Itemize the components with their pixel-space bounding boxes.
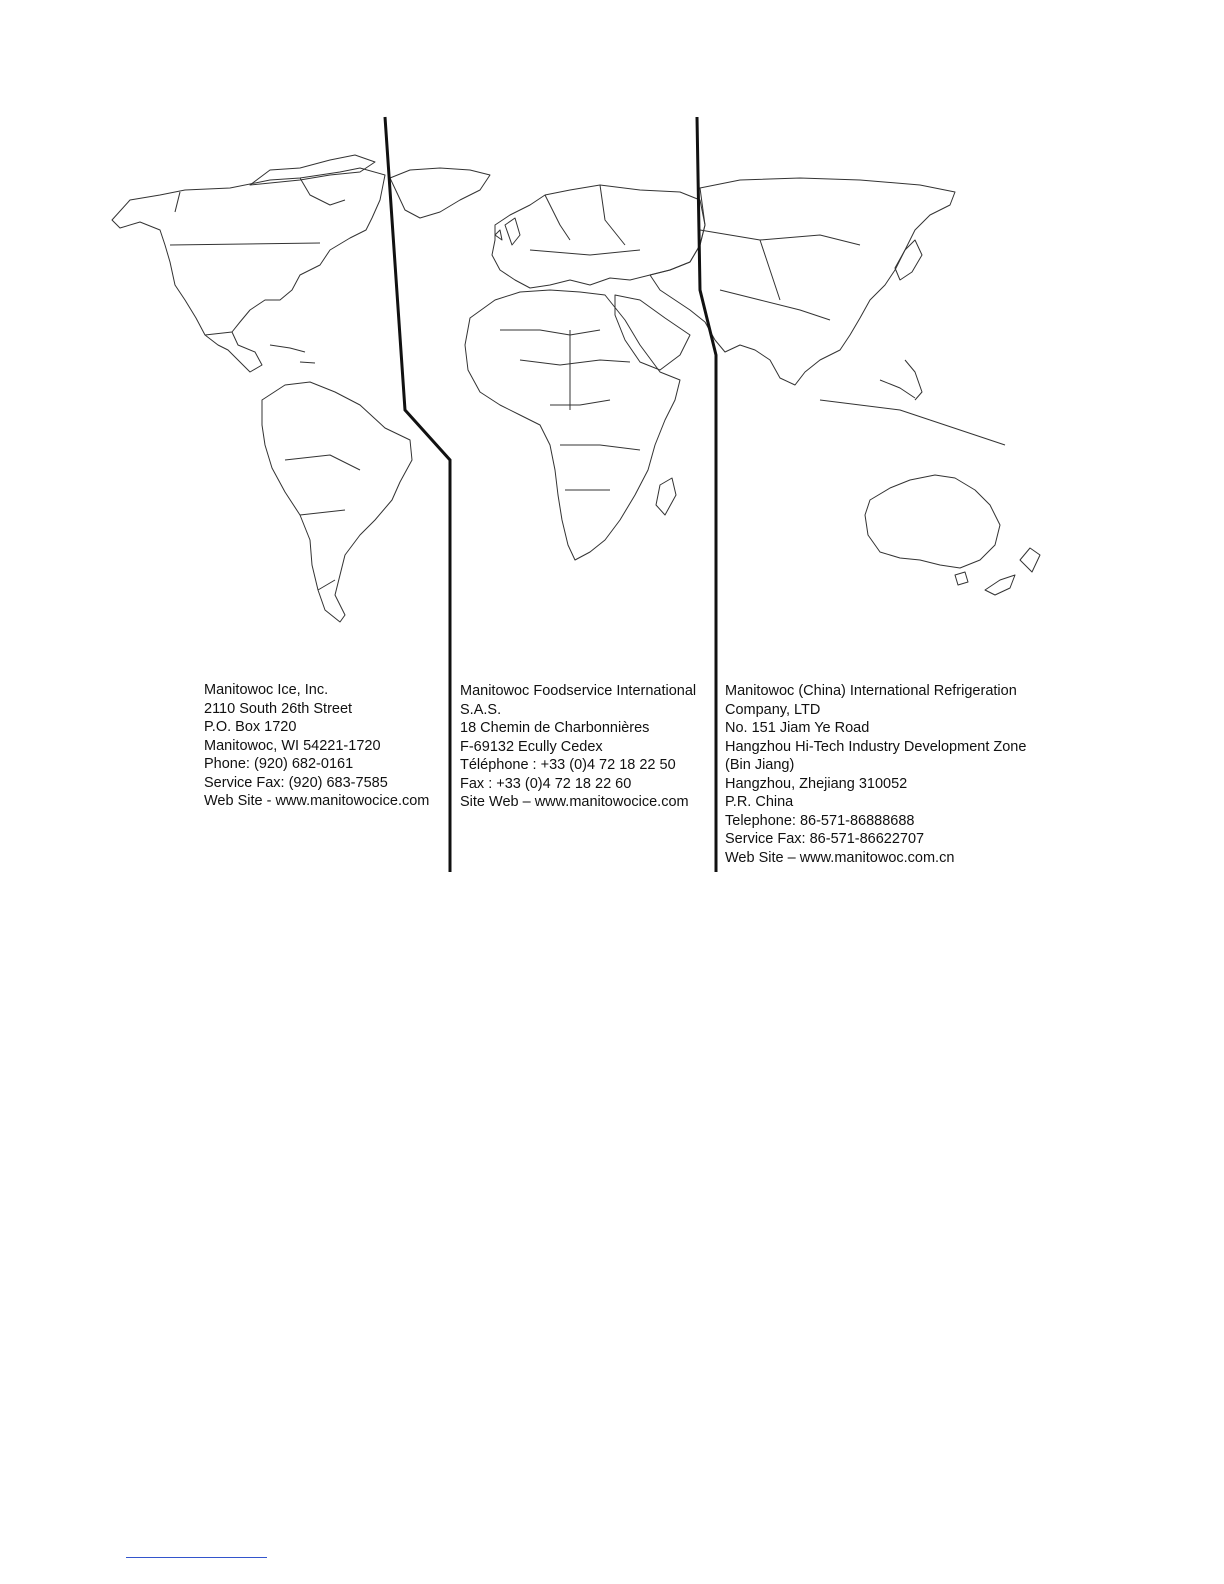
city-state-zip: Manitowoc, WI 54221-1720: [204, 737, 381, 754]
street-address: No. 151 Jiam Ye Road: [725, 720, 870, 736]
company-name: Manitowoc Ice, Inc.: [204, 682, 329, 698]
web-site: Site Web – www.manitowocice.com: [460, 794, 689, 810]
company-suffix: Company, LTD: [725, 701, 821, 718]
fax: Fax : +33 (0)4 72 18 22 60: [460, 775, 632, 792]
street-address: 2110 South 26th Street: [204, 700, 353, 717]
europe-outline: [492, 185, 705, 288]
company-suffix: S.A.S.: [460, 701, 502, 718]
phone: Phone: (920) 682-0161: [204, 756, 354, 772]
city-postcode: Hangzhou, Zhejiang 310052: [725, 775, 908, 792]
arabia-outline: [615, 295, 690, 370]
phone: Telephone: 86-571-86888688: [725, 812, 915, 829]
divider-europe-asia: [697, 117, 716, 872]
footer-rule: [126, 1557, 267, 1558]
web-site: Web Site - www.manitowocice.com: [204, 793, 430, 809]
po-box: P.O. Box 1720: [204, 719, 297, 735]
australia-outline: [865, 475, 1000, 568]
asia-outline: [650, 178, 955, 385]
company-name: Manitowoc (China) International Refrigeration: [725, 683, 1017, 699]
north-america-outline: [112, 168, 385, 372]
africa-outline: [465, 290, 680, 560]
web-site: Web Site – www.manitowoc.com.cn: [725, 849, 955, 866]
service-fax: Service Fax: 86-571-86622707: [725, 831, 925, 847]
country: P.R. China: [725, 794, 794, 810]
district: (Bin Jiang): [725, 757, 795, 773]
office-address-china: [725, 682, 1026, 867]
south-america-outline: [262, 382, 412, 622]
indonesia-outline: [820, 400, 930, 420]
service-fax: Service Fax: (920) 683-7585: [204, 774, 388, 791]
phone: Téléphone : +33 (0)4 72 18 22 50: [460, 757, 676, 773]
office-address-usa: [204, 681, 429, 811]
office-address-france: [460, 682, 696, 812]
zone: Hangzhou Hi-Tech Industry Development Zone: [725, 738, 1027, 755]
greenland-outline: [390, 168, 490, 218]
company-name: Manitowoc Foodservice International: [460, 683, 697, 699]
city-postcode: F-69132 Ecully Cedex: [460, 738, 603, 755]
street-address: 18 Chemin de Charbonnières: [460, 720, 650, 736]
